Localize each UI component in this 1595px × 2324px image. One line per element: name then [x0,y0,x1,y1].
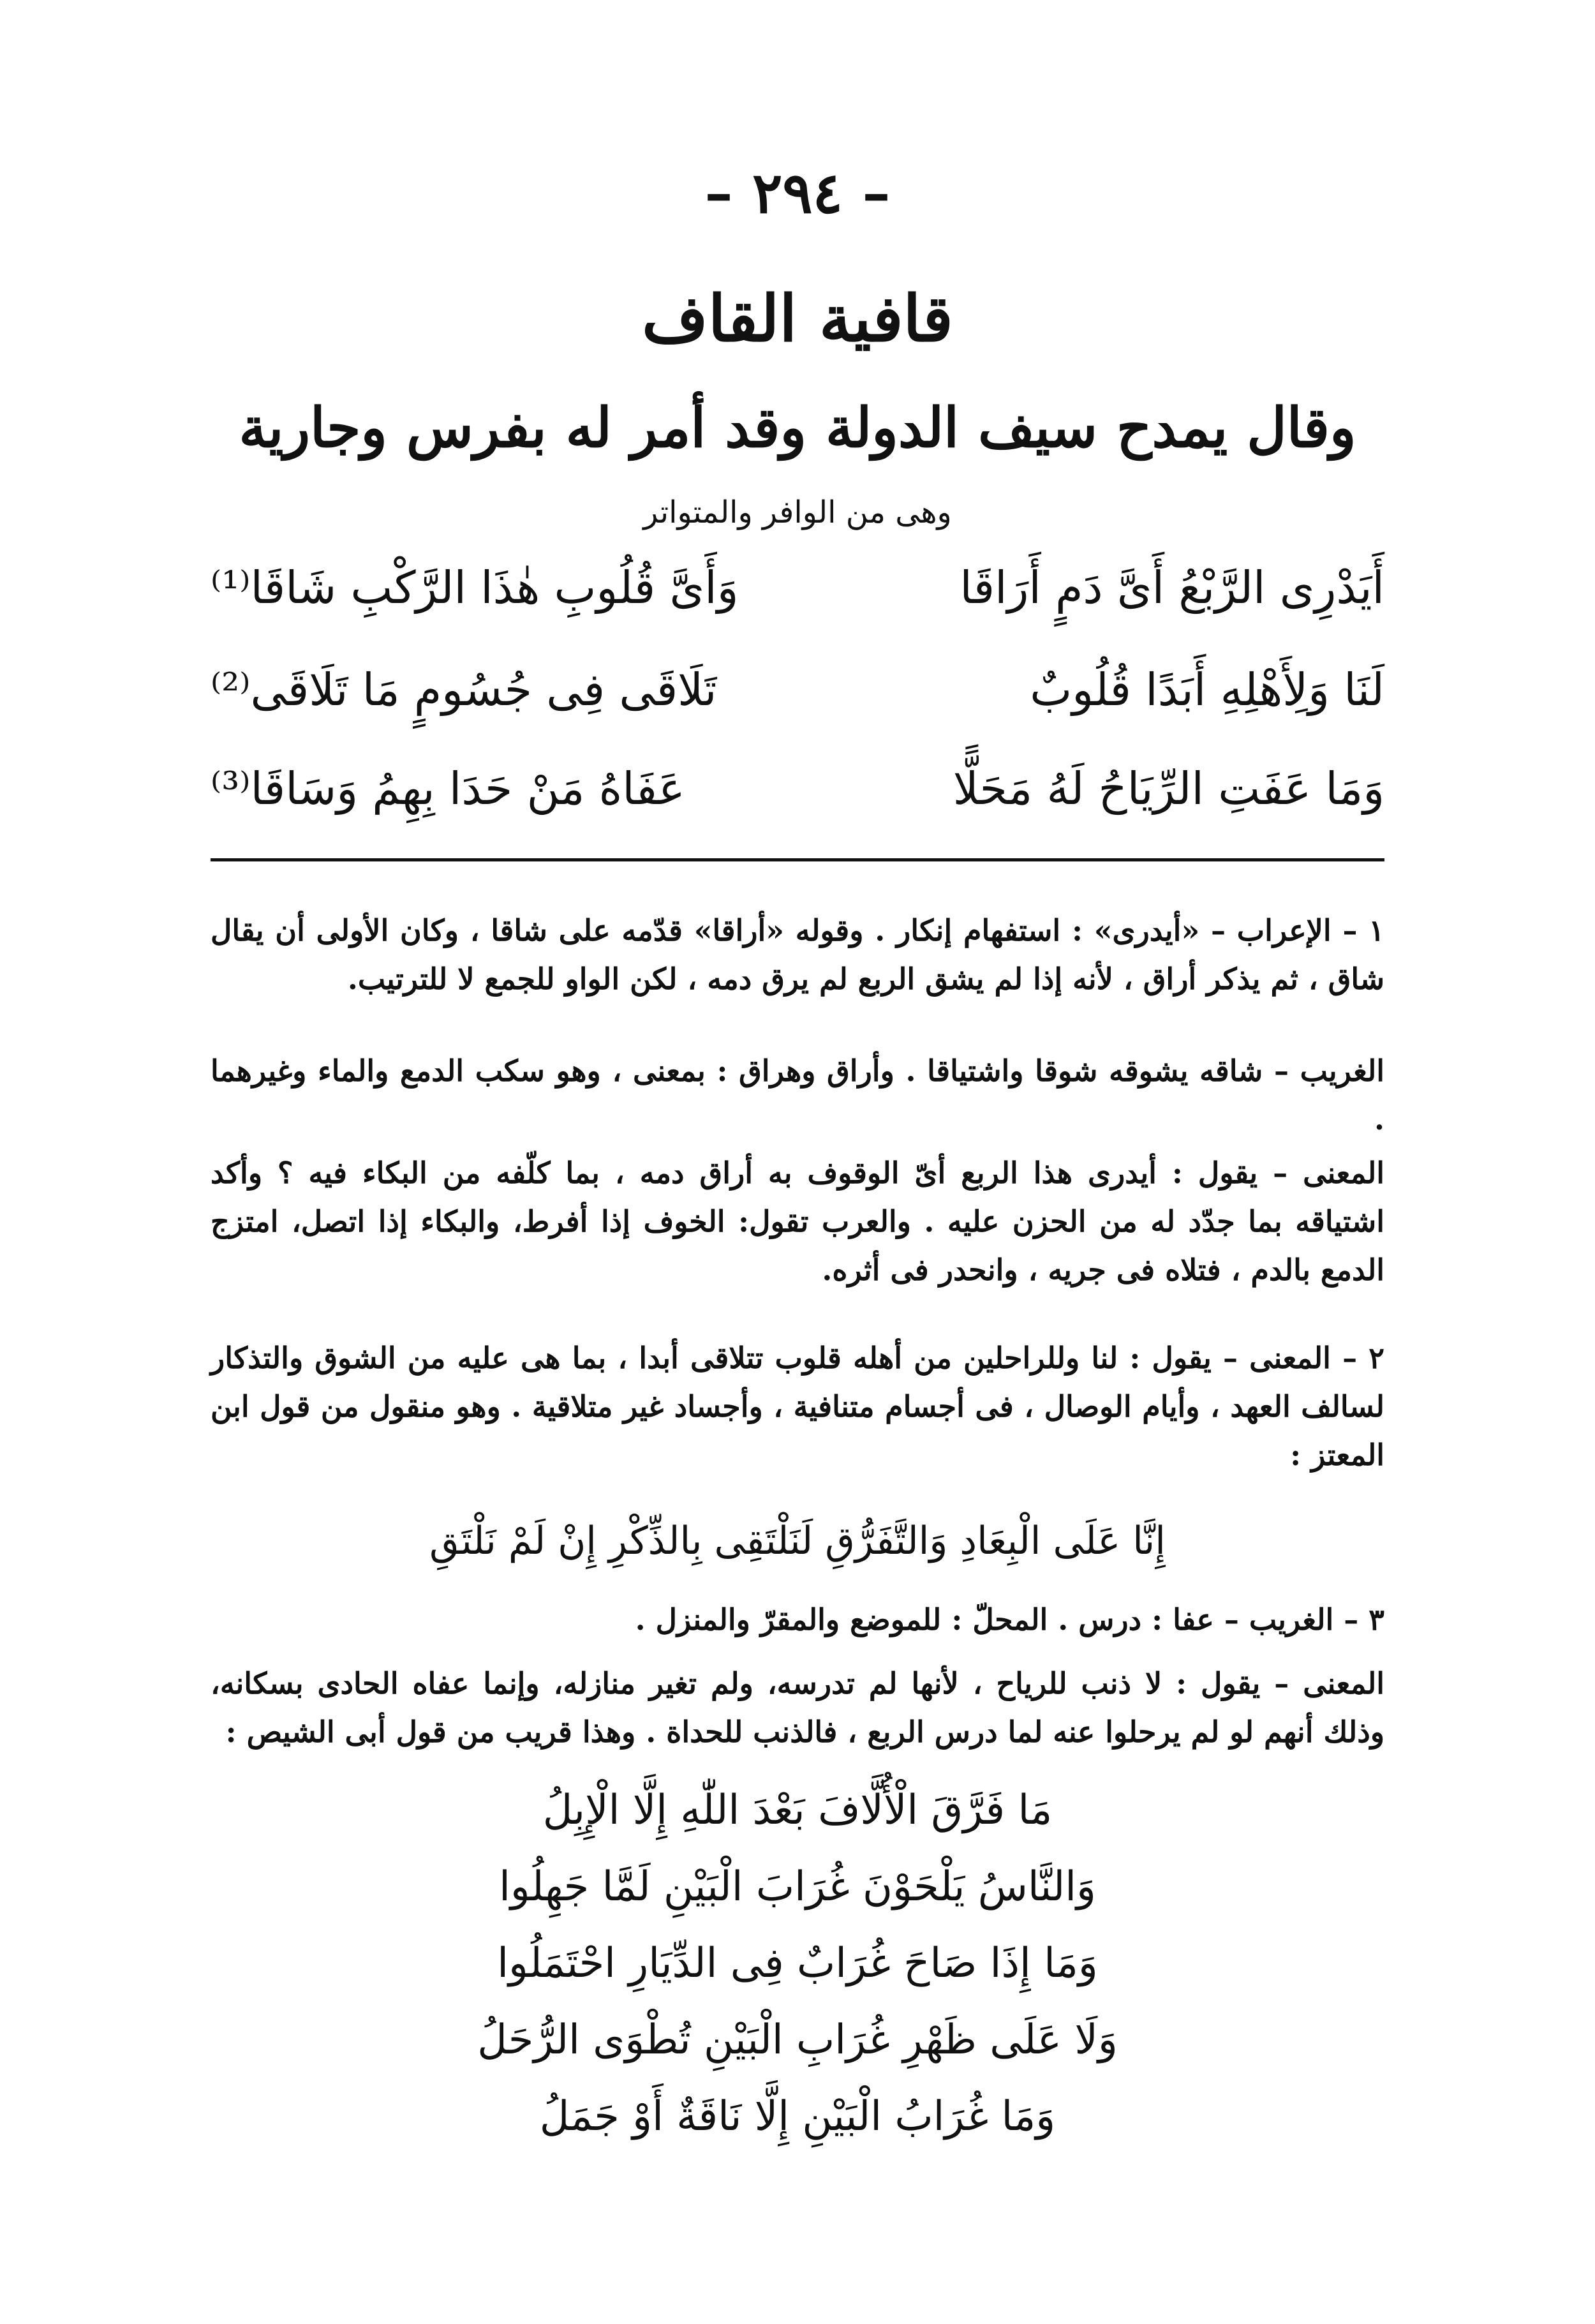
verse-1 [211,562,1384,644]
meter-note: وهى من الوافر والمتواتر [643,495,952,530]
ibn-mutazz-verse: إِنَّا عَلَى الْبِعَادِ وَالتَّفَرُّقِ لَنَلْتَقِى بِالذِّكْرِ إِنْ لَمْ نَلْتَقِ [429,1519,1166,1563]
verse-3-second-hemistich: عَفَاهُ مَنْ حَدَا بِهِمُ وَسَاقَا⁽³⁾ [211,763,685,815]
abu-shis-poem-line: وَلَا عَلَى ظَهْرِ غُرَابِ الْبَيْنِ تُطْوَى الرُّحَلُ [477,2016,1118,2064]
footnote-2-meaning: ٢ – المعنى – يقول : لنا وللراحلين من أهله قلوب تتلاقى أبدا ، بما هى عليه من الشوق والتذكار لسالف العهد ، وأيام الوصال ، فى أجسام متنافية ، وأجساد غير متلاقية . وهو منقول من قول ابن المعتز : [211,1341,1384,1472]
verse-3 [211,763,1384,845]
footnote-3-vocabulary: ٣ – الغريب – عفا : درس . المحلّ : للموضع والمقرّ والمنزل . [635,1602,1384,1637]
footnote-1-grammar: ١ – الإعراب – «أيدرى» : استفهام إنكار . وقوله «أراقا» قدّمه على شاقا ، وكان الأولى أن يقال شاق ، ثم يذكر أراق ، لأنه إذا لم يشق الربع لم يرق دمه ، لكن الواو للجمع لا للترتيب. [211,913,1384,996]
footnote-3-meaning: المعنى – يقول : لا ذنب للرياح ، لأنها لم تدرسه، ولم تغير منازله، وإنما عفاه الحادى بسكانه، وذلك أنهم لو لم يرحلوا عنه لما درس الربع ، فالذنب للحداة . وهذا قريب من قول أبى الشيص : [211,1666,1384,1749]
verse-1-second-hemistich: وَأَىَّ قُلُوبِ هٰذَا الرَّكْبِ شَاقَا⁽¹⁾ [211,562,739,614]
footnote-1-meaning: المعنى – يقول : أيدرى هذا الربع أىّ الوقوف به أراق دمه ، بما كلّفه من البكاء فيه ؟ وأكد اشتياقه بما جدّد له من الحزن عليه . والعرب تقول: الخوف إذا أفرط، والبكاء إذا اتصل، امتزج الدمع بالدم ، فتلاه فى جريه ، وانحدر فى أثره. [211,1156,1384,1287]
verse-2-first-hemistich: لَنَا وَلِأَهْلِهِ أَبَدًا قُلُوبٌ [1030,664,1384,716]
verse-2 [211,664,1384,747]
chapter-title: قافية القاف [642,281,953,356]
verse-1-first-hemistich: أَيَدْرِى الرَّبْعُ أَىَّ دَمٍ أَرَاقَا [960,562,1384,614]
verse-2-second-hemistich: تَلَاقَى فِى جُسُومٍ مَا تَلَاقَى⁽²⁾ [211,664,717,716]
poem-heading: وقال يمدح سيف الدولة وقد أمر له بفرس وجارية [239,396,1356,460]
footnote-divider [211,858,1384,861]
abu-shis-poem-line: مَا فَرَّقَ الْأُلَّافَ بَعْدَ اللّٰهِ إِلَّا الْإِبِلُ [542,1787,1053,1834]
verse-3-first-hemistich: وَمَا عَفَتِ الرِّيَاحُ لَهُ مَحَلًّا [953,763,1384,815]
page-number: – ٢٩٤ – [704,160,891,226]
abu-shis-poem-line: وَالنَّاسُ يَلْحَوْنَ غُرَابَ الْبَيْنِ لَمَّا جَهِلُوا [499,1863,1096,1911]
footnote-1-vocabulary: الغريب – شاقه يشوقه شوقا واشتياقا . وأراق وهراق : بمعنى ، وهو سكب الدمع والماء وغيرهما . [211,1054,1384,1136]
abu-shis-poem-line: وَمَا غُرَابُ الْبَيْنِ إِلَّا نَاقَةٌ أَوْ جَمَلُ [539,2093,1056,2140]
abu-shis-poem-line: وَمَا إِذَا صَاحَ غُرَابٌ فِى الدِّيَارِ احْتَمَلُوا [497,1940,1098,1987]
